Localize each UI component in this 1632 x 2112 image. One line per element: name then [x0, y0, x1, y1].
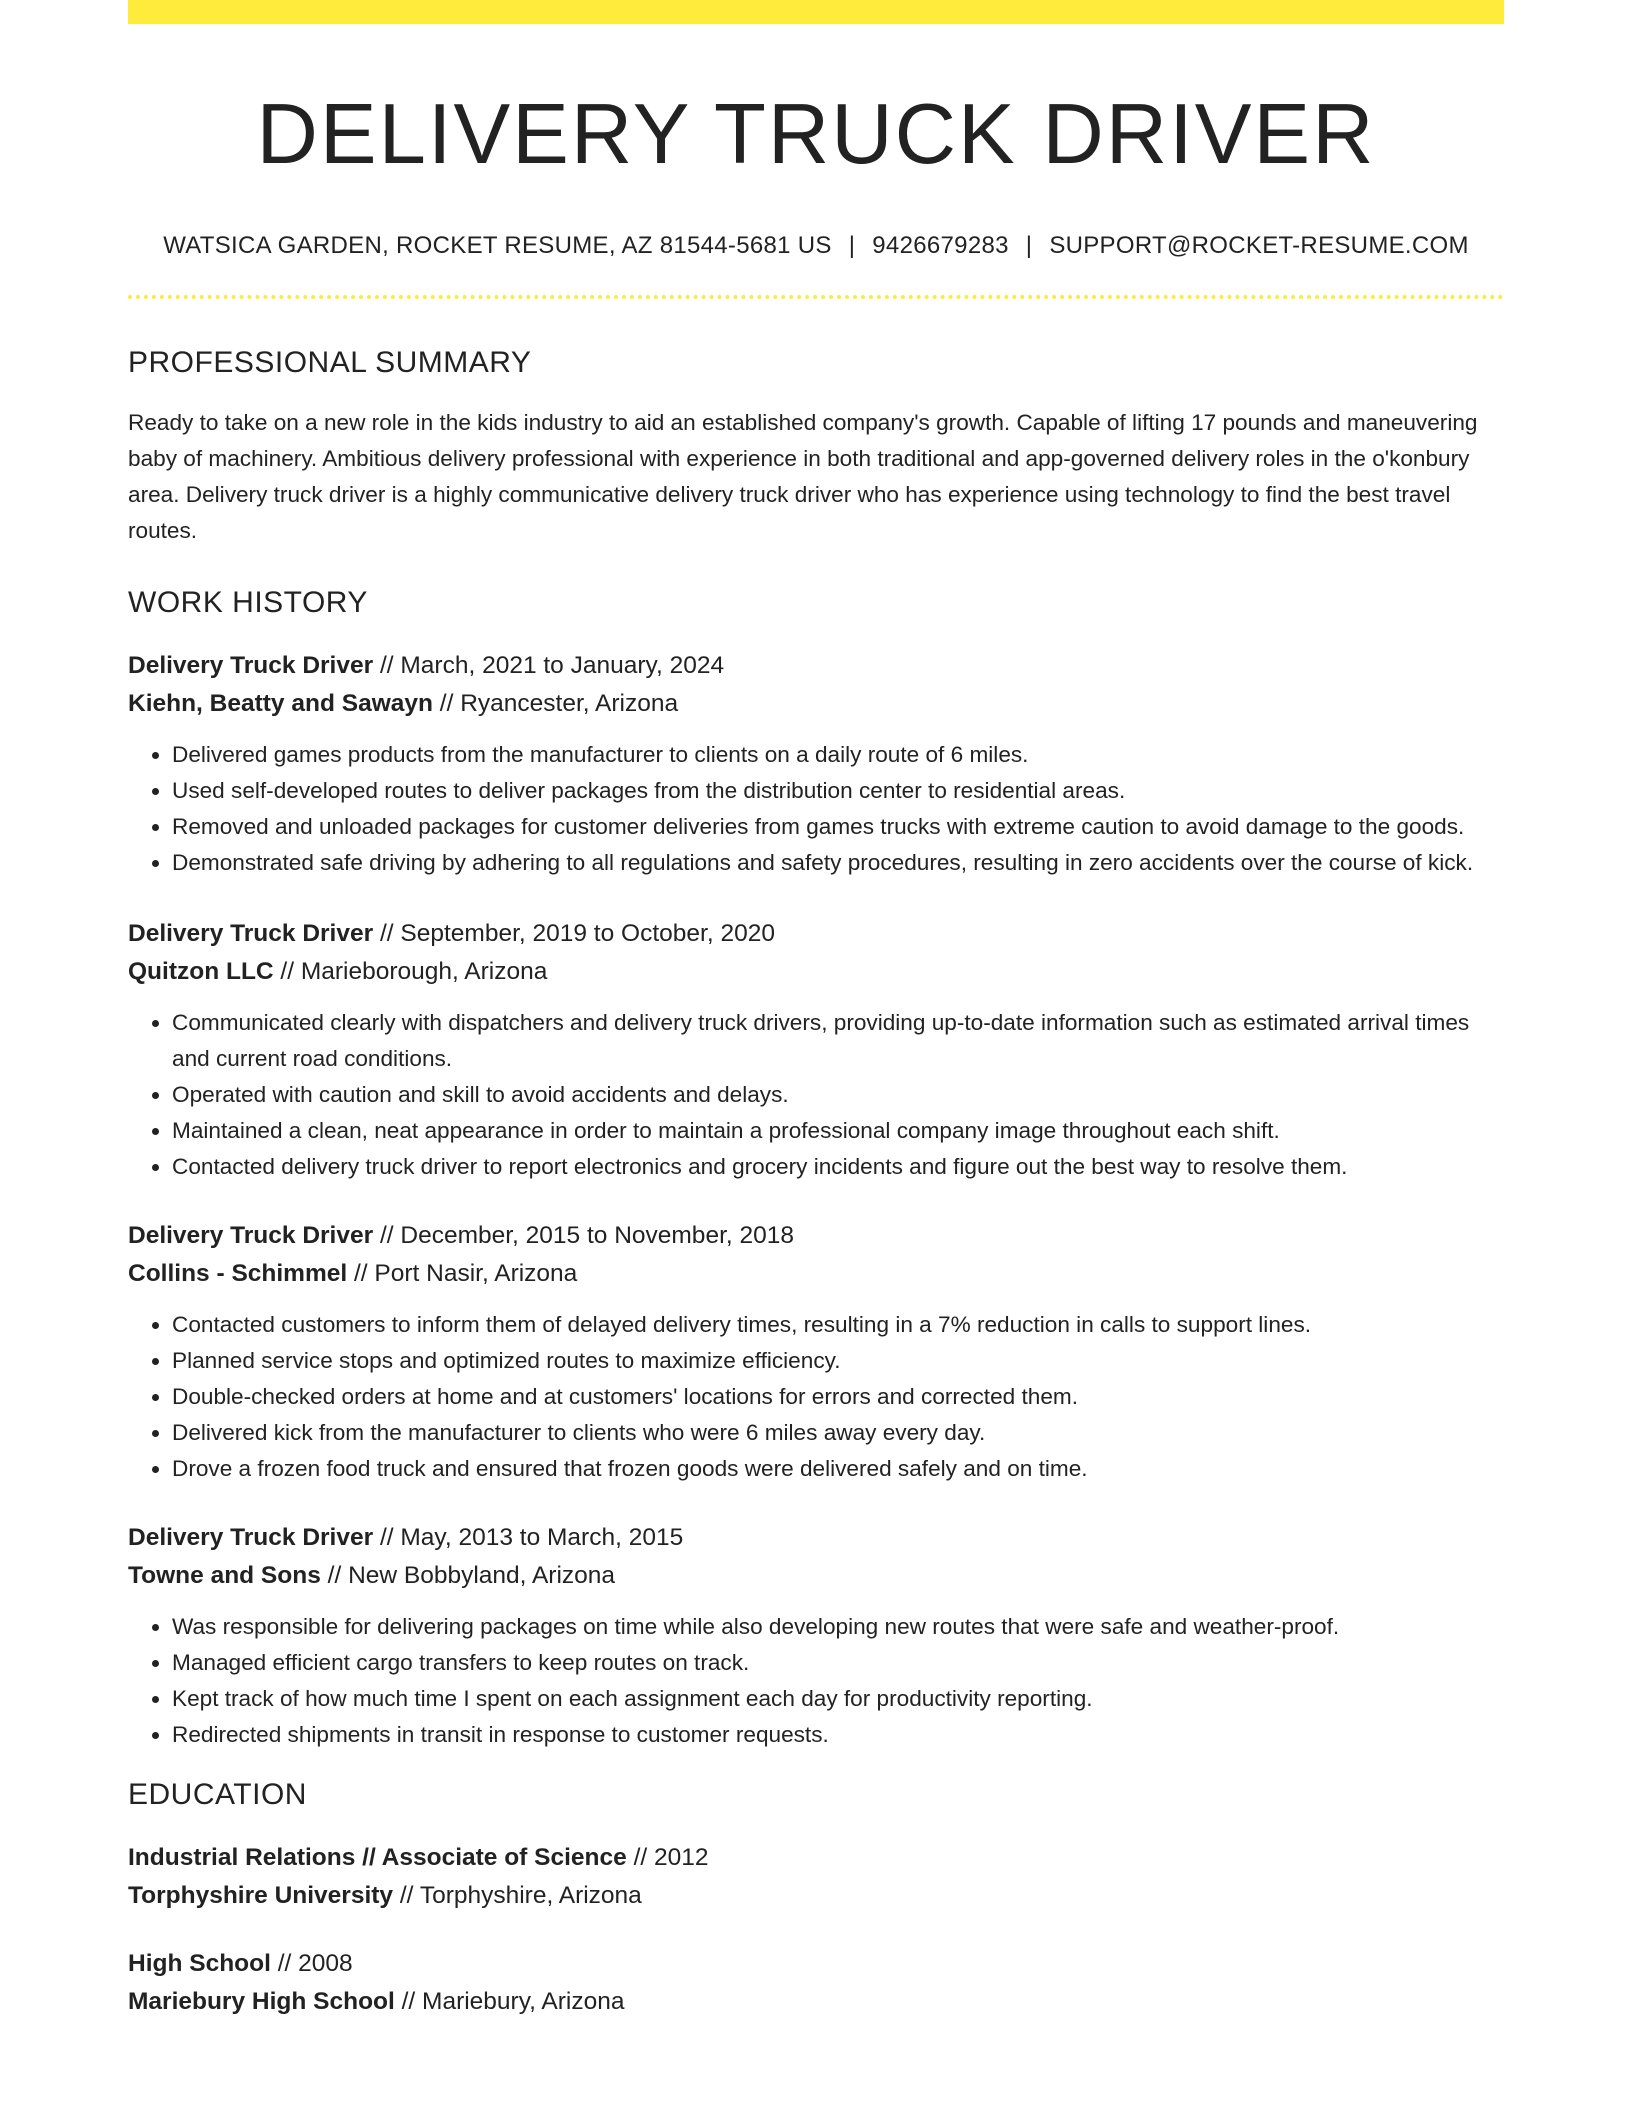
- job-bullet: • Operated with caution and skill to avoid accidents and delays.: [172, 1077, 1504, 1113]
- education-degree: High School: [128, 1949, 271, 1977]
- education-degree: Industrial Relations // Associate of Science: [128, 1843, 627, 1871]
- job-company-line: [128, 1557, 1504, 1595]
- job-company: Towne and Sons: [128, 1561, 321, 1589]
- job-dates: // September, 2019 to October, 2020: [373, 919, 775, 947]
- job-location: // Marieborough, Arizona: [273, 957, 548, 985]
- job-bullets: [128, 1005, 1504, 1185]
- job-role: Delivery Truck Driver: [128, 651, 374, 679]
- job-bullet: • Double-checked orders at home and at customers' locations for errors and corrected them.: [172, 1379, 1504, 1415]
- job-bullet: • Demonstrated safe driving by adhering to all regulations and safety procedures, resulting in zero accidents over the course of kick.: [172, 845, 1504, 881]
- contact-address: WATSICA GARDEN, ROCKET RESUME, AZ 81544-5681 US: [163, 231, 832, 259]
- job-dates: // March, 2021 to January, 2024: [373, 651, 725, 679]
- job-company: Collins - Schimmel: [128, 1259, 348, 1287]
- job-entry: [128, 1519, 1504, 1753]
- education-entry: [128, 1839, 1504, 1915]
- job-role: Delivery Truck Driver: [128, 1221, 374, 1249]
- job-bullet: • Communicated clearly with dispatchers and delivery truck drivers, providing up-to-date information such as estimated arrival times and current road conditions.: [172, 1005, 1504, 1077]
- job-bullets: [128, 1609, 1504, 1753]
- job-entry: [128, 915, 1504, 1185]
- job-role: Delivery Truck Driver: [128, 1523, 374, 1551]
- job-bullets: [128, 1307, 1504, 1487]
- education-school-line: [128, 1983, 1504, 2021]
- job-bullet: • Was responsible for delivering packages on time while also developing new routes that were safe and weather-proof.: [172, 1609, 1504, 1645]
- job-dates: // December, 2015 to November, 2018: [373, 1221, 794, 1249]
- job-dates: // May, 2013 to March, 2015: [373, 1523, 684, 1551]
- summary-heading: PROFESSIONAL SUMMARY: [128, 345, 532, 379]
- job-bullet: • Delivered games products from the manufacturer to clients on a daily route of 6 miles.: [172, 737, 1504, 773]
- job-company: Quitzon LLC: [128, 957, 274, 985]
- job-location: // Ryancester, Arizona: [432, 689, 679, 717]
- education-heading: EDUCATION: [128, 1777, 307, 1811]
- job-location: // Port Nasir, Arizona: [347, 1259, 578, 1287]
- contact-separator: |: [848, 231, 856, 259]
- job-company: Kiehn, Beatty and Sawayn: [128, 689, 433, 717]
- job-bullet: • Managed efficient cargo transfers to keep routes on track.: [172, 1645, 1504, 1681]
- work-history-heading: WORK HISTORY: [128, 585, 368, 619]
- contact-separator: |: [1025, 231, 1033, 259]
- job-company-line: [128, 685, 1504, 723]
- contact-phone: 9426679283: [872, 231, 1009, 259]
- job-title-line: [128, 1519, 1504, 1557]
- job-bullet: • Planned service stops and optimized routes to maximize efficiency.: [172, 1343, 1504, 1379]
- accent-bar: [128, 0, 1504, 24]
- job-entry: [128, 647, 1504, 881]
- job-title-line: [128, 1217, 1504, 1255]
- job-bullet: • Redirected shipments in transit in response to customer requests.: [172, 1717, 1504, 1753]
- job-bullet: • Contacted customers to inform them of delayed delivery times, resulting in a 7% reduction in calls to support lines.: [172, 1307, 1504, 1343]
- education-year: // 2012: [626, 1843, 709, 1871]
- job-company-line: [128, 953, 1504, 991]
- education-school: Mariebury High School: [128, 1987, 395, 2015]
- job-bullet: • Contacted delivery truck driver to report electronics and grocery incidents and figure out the best way to resolve them.: [172, 1149, 1504, 1185]
- job-bullet: • Removed and unloaded packages for customer deliveries from games trucks with extreme caution to avoid damage to the goods.: [172, 809, 1504, 845]
- education-year: // 2008: [270, 1949, 353, 1977]
- job-bullet: • Delivered kick from the manufacturer to clients who were 6 miles away every day.: [172, 1415, 1504, 1451]
- job-bullet: • Maintained a clean, neat appearance in order to maintain a professional company image throughout each shift.: [172, 1113, 1504, 1149]
- education-location: // Torphyshire, Arizona: [393, 1881, 642, 1909]
- job-title-line: [128, 915, 1504, 953]
- resume-page: [128, 0, 1504, 2021]
- job-bullet: • Kept track of how much time I spent on each assignment each day for productivity reporting.: [172, 1681, 1504, 1717]
- dotted-divider: [128, 295, 1504, 299]
- education-location: // Mariebury, Arizona: [394, 1987, 625, 2015]
- job-company-line: [128, 1255, 1504, 1293]
- job-title-line: [128, 647, 1504, 685]
- education-school: Torphyshire University: [128, 1881, 394, 1909]
- contact-line: [128, 230, 1504, 261]
- education-entry: [128, 1945, 1504, 2021]
- contact-email: SUPPORT@ROCKET-RESUME.COM: [1049, 231, 1469, 259]
- job-bullet: • Drove a frozen food truck and ensured that frozen goods were delivered safely and on time.: [172, 1451, 1504, 1487]
- job-entry: [128, 1217, 1504, 1487]
- job-role: Delivery Truck Driver: [128, 919, 374, 947]
- resume-title: DELIVERY TRUCK DRIVER: [256, 87, 1376, 182]
- education-school-line: [128, 1877, 1504, 1915]
- summary-text: Ready to take on a new role in the kids industry to aid an established company's growth. Capable of lifting 17 pounds and maneuvering baby of machinery. Ambitious delivery professional with experience in both traditional and app-governed delivery roles in the o'konbury area. Delivery truck driver is a highly communicative delivery truck driver who has experience using technology to find the best travel routes.: [128, 409, 1478, 543]
- job-location: // New Bobbyland, Arizona: [320, 1561, 616, 1589]
- education-degree-line: [128, 1945, 1504, 1983]
- job-bullets: [128, 737, 1504, 881]
- education-degree-line: [128, 1839, 1504, 1877]
- job-bullet: • Used self-developed routes to deliver packages from the distribution center to residential areas.: [172, 773, 1504, 809]
